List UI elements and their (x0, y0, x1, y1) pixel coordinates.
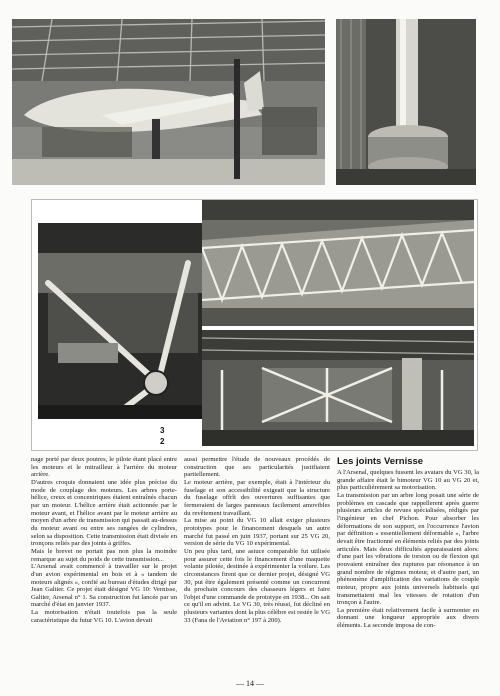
paragraph: L'Arsenal avait commencé à travailler sur le projet d'un avion expérimental en bois et à « tandem de moteurs alignés », confié au bureau d'études dirigé par Jean Galtier. Ce projet était désigné VG 10: Vernisse, Galtier, Arsenal n° 1. Sa construction fut lancée par un marché d'état en janvier 1937. (31, 563, 177, 609)
text-column-3 (337, 456, 479, 674)
hangar-aircraft-photo (12, 19, 325, 185)
text-column-2 (184, 456, 330, 674)
paragraph: Le moteur arrière, par exemple, était à l'intérieur du fuselage et son accessibilité exigeait que la structure du fuselage offrît des ouvertures suffisantes que fermeraient de larges panneaux facilement amovibles du revêtement travaillant. (184, 478, 330, 517)
paragraph: D'autres croquis donnaient une idée plus précise du mode de couplage des moteurs. Les arbres porte-hélice, creux et concentriques étaient entraînés chacun par un moteur. L'hélice arrière était actionnée par le moteur avant, et l'hélice avant par le moteur arrière au moyen d'un arbre de transmission qui passait au-dessus du moteur avant ou entre ses rangées de cylindres, selon sa disposition. Cette transmission était divisée en tronçons reliés par des joints à griffes. (31, 478, 177, 548)
paragraph: La motorisation n'était toutefois pas la seule caractéristique du futur VG 10. L'avion devait (31, 609, 177, 624)
wing-structure-photo (202, 200, 474, 326)
paragraph: nage porté par deux poutres, le pilote étant placé entre les moteurs et le mitrailleur à l'arrière du moteur arrière. (31, 456, 177, 479)
page-number: — 14 — (236, 679, 264, 688)
paragraph: La première était relativement facile à surmonter en donnant une longueur appropriée aux divers éléments. La seconde imposa de con- (337, 606, 479, 630)
fuselage-jig-photo (202, 330, 474, 446)
paragraph: La transmission par un arbre long posait une série de problèmes en cascade que rappellerent après guerre plusieurs articles de revues spécialisées, rédigés par l'ingénieur en chef Pichon. Pour absorber les déformations de son support, en l'occurrence l'avion par définition « essentiellement déformable », l'arbre devait être fractionné en éléments reliés par des joints articulés. Mais deux difficultés apparaissaient alors: d'une part les vibrations de torsion ou de flexion qui pouvaient entraîner des ruptures par résonance à un grand nombre de régimes moteur, et d'autre part, un phénomène d'amplification des variations de couple moteur, propre aux joints universels habituels qui transmettaient mal les vitesses de rotation d'un tronçon à l'autre. (337, 491, 479, 607)
paragraph: A l'Arsenal, quelques fussent les avatars du VG 30, la grande affaire était le bimoteur VG 10 au VG 20 et, plus particulièrement sa motorisation. (337, 469, 479, 492)
figure-label-3: 3 (160, 426, 165, 435)
paragraph: Un peu plus tard, une astuce comparable fut utilisée pour assurer cette fois le financement d'une maquette volante pilotée, destinée à expérimenter la voilure. Les circonstances firent que ce dernier projet, désigné VG 30, put être également présenté comme un concurrent du prochain concours des chasseurs légers et faire l'objet d'une commande de prototype en 1938... On sait ce qu'il en advint. Le VG 30, très réussi, fut décliné en plusieurs variantes dont la plus célèbre est restée le VG 33 (Fana de l'Aviation n° 197 à 200). (184, 547, 330, 624)
engine-mount-photo (38, 223, 202, 419)
paragraph: Mais le brevet ne portait pas non plus la moindre remarque au sujet du poids de cette transmission... (31, 547, 177, 563)
shaft-detail-photo (336, 19, 476, 185)
figure-label-2: 2 (160, 437, 165, 446)
text-column-1 (31, 456, 177, 674)
paragraph: La mise au point du VG 10 allait exiger plusieurs prototypes pour le financement desquels un autre marché fut passé en juin 1937, portant sur 25 VG 20, version de série du VG 10 expérimental. (184, 517, 330, 548)
section-heading: Les joints Vernisse (337, 456, 424, 467)
paragraph: aussi permettre l'étude de nouveaux procédés de construction que ses particularités justifiaient partiellement. (184, 456, 330, 479)
